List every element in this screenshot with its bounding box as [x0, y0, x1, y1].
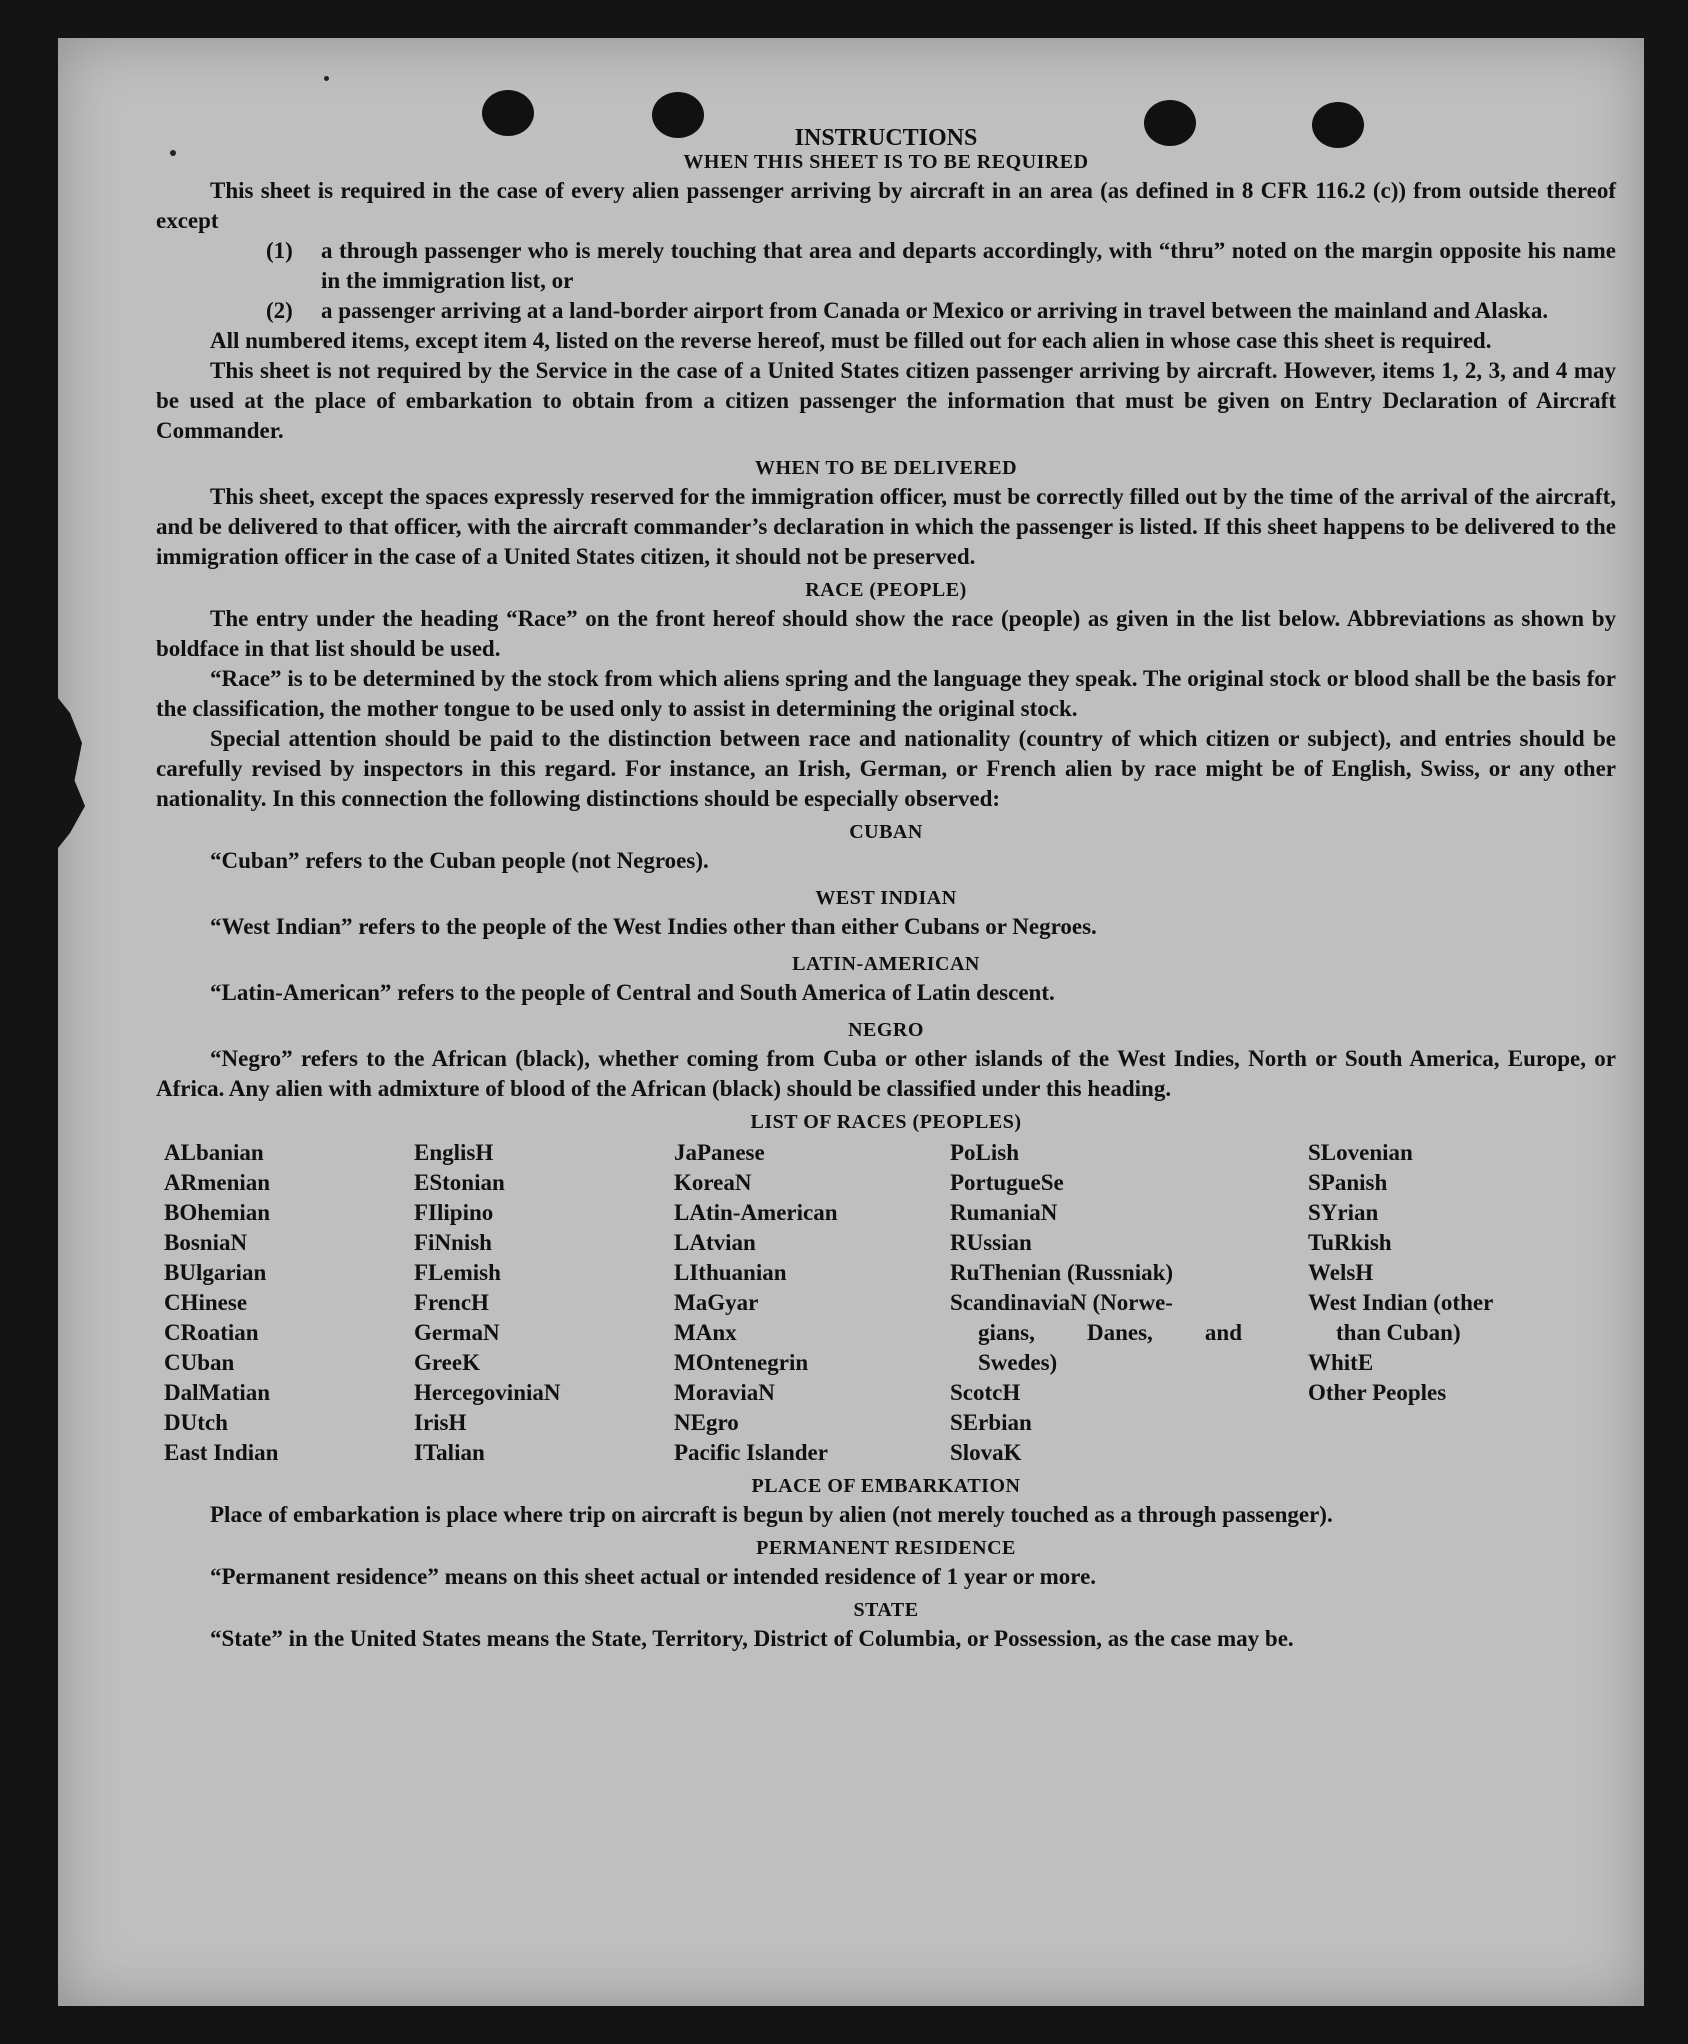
- race-entry: PortugueSe: [950, 1170, 1064, 1195]
- race-entry: West Indian (other: [1308, 1290, 1494, 1315]
- paragraph: This sheet, except the spaces expressly reserved for the immigration officer, must be correctly filled out by the time of the arrival of the aircraft, and be delivered to that officer, with the aircraft commander’s declaration in which the passenger is listed. If this sheet happens to be delivered to the immigration officer in the case of a United States citizen, it should not be preserved.: [156, 484, 1616, 569]
- paragraph: “West Indian” refers to the people of the West Indies other than either Cubans or Negroes.: [210, 914, 1097, 939]
- race-entry: BUlgarian: [164, 1260, 267, 1285]
- race-entry: KoreaN: [674, 1170, 752, 1195]
- race-entry: GermaN: [414, 1320, 500, 1345]
- race-entry: GreeK: [414, 1350, 480, 1375]
- race-entry: SlovaK: [950, 1440, 1022, 1465]
- races-column: [1308, 1138, 1608, 1468]
- race-entry: RumaniaN: [950, 1200, 1058, 1225]
- race-entry: Pacific Islander: [674, 1440, 828, 1465]
- section-heading: LATIN-AMERICAN: [792, 953, 980, 975]
- race-entry: FiNnish: [414, 1230, 492, 1255]
- paragraph: All numbered items, except item 4, listed on the reverse hereof, must be filled out for each alien in whose case this sheet is required.: [210, 328, 1492, 353]
- race-entry: DalMatian: [164, 1380, 271, 1405]
- item-text: a through passenger who is merely touching that area and departs accordingly, with “thru” noted on the margin opposite his name in the immigration list, or: [321, 238, 1616, 293]
- race-entry: ARmenian: [164, 1170, 271, 1195]
- race-entry: MoraviaN: [674, 1380, 775, 1405]
- paragraph: “Negro” refers to the African (black), whether coming from Cuba or other islands of the West Indies, North or South America, Europe, or Africa. Any alien with admixture of blood of the African (black) should be classified under this heading.: [156, 1046, 1616, 1101]
- paragraph: Place of embarkation is place where trip on aircraft is begun by alien (not merely touched as a through passenger).: [210, 1502, 1333, 1527]
- races-list: [156, 1138, 1616, 1468]
- race-entry: ScandinaviaN (Norwe-: [950, 1290, 1173, 1315]
- paragraph: Special attention should be paid to the distinction between race and nationality (country of which citizen or subject), and entries should be carefully revised by inspectors in this regard. For instance, an Irish, German, or French alien by race might be of English, Swiss, or any other nationality. In this connection the following distinctions should be especially observed:: [156, 726, 1616, 811]
- race-entry: CUban: [164, 1350, 235, 1375]
- races-column: [674, 1138, 950, 1468]
- paragraph: This sheet is required in the case of every alien passenger arriving by aircraft in an area (as defined in 8 CFR 116.2 (c)) from outside thereof except: [156, 178, 1616, 233]
- race-entry: East Indian: [164, 1440, 279, 1465]
- section-heading: NEGRO: [848, 1019, 924, 1041]
- races-column: [156, 1138, 414, 1468]
- race-entry: MOntenegrin: [674, 1350, 809, 1375]
- race-entry: FrencH: [414, 1290, 489, 1315]
- paragraph: “Permanent residence” means on this sheet actual or intended residence of 1 year or more.: [210, 1564, 1097, 1589]
- paragraph: “State” in the United States means the State, Territory, District of Columbia, or Possession, as the case may be.: [210, 1626, 1294, 1651]
- race-entry: FLemish: [414, 1260, 501, 1285]
- section-heading: LIST OF RACES (PEOPLES): [750, 1111, 1022, 1133]
- page-title: INSTRUCTIONS: [794, 125, 978, 151]
- races-column: [414, 1138, 674, 1468]
- torn-edge: [58, 698, 88, 848]
- race-entry: SErbian: [950, 1410, 1032, 1435]
- section-heading: WHEN THIS SHEET IS TO BE REQUIRED: [683, 151, 1089, 173]
- race-entry: gians, Danes, and: [978, 1320, 1242, 1345]
- race-entry: LIthuanian: [674, 1260, 787, 1285]
- race-entry: LAtvian: [674, 1230, 756, 1255]
- race-entry: RuThenian (Russniak): [950, 1260, 1174, 1285]
- race-entry: FIlipino: [414, 1200, 494, 1225]
- race-entry: CRoatian: [164, 1320, 259, 1345]
- race-entry: LAtin-American: [674, 1200, 838, 1225]
- section-heading: WEST INDIAN: [815, 887, 957, 909]
- speck: [324, 76, 329, 81]
- section-heading: PLACE OF EMBARKATION: [751, 1475, 1021, 1497]
- race-entry: EStonian: [414, 1170, 505, 1195]
- race-entry: NEgro: [674, 1410, 739, 1435]
- race-entry: SPanish: [1308, 1170, 1388, 1195]
- paragraph: “Race” is to be determined by the stock from which aliens spring and the language they speak. The original stock or blood shall be the basis for the classification, the mother tongue to be used only to assist in determining the original stock.: [156, 666, 1616, 721]
- section-heading: PERMANENT RESIDENCE: [756, 1537, 1016, 1559]
- race-entry: Other Peoples: [1308, 1380, 1447, 1405]
- paragraph: “Cuban” refers to the Cuban people (not Negroes).: [210, 848, 709, 873]
- paragraph: “Latin-American” refers to the people of Central and South America of Latin descent.: [210, 980, 1055, 1005]
- race-entry: BOhemian: [164, 1200, 271, 1225]
- race-entry: HercegoviniaN: [414, 1380, 561, 1405]
- race-entry: MaGyar: [674, 1290, 759, 1315]
- race-entry: than Cuban): [1336, 1320, 1461, 1345]
- numbered-item: [266, 296, 1616, 326]
- race-entry: PoLish: [950, 1140, 1020, 1165]
- races-column: [950, 1138, 1308, 1468]
- numbered-item: [266, 236, 1616, 296]
- item-number: (1): [266, 238, 293, 263]
- instructions-text: [156, 120, 1616, 1654]
- race-entry: JaPanese: [674, 1140, 765, 1165]
- section-heading: STATE: [853, 1599, 919, 1621]
- paragraph: This sheet is not required by the Service in the case of a United States citizen passenger arriving by aircraft. However, items 1, 2, 3, and 4 may be used at the place of embarkation to obtain from a citizen passenger the information that must be given on Entry Declaration of Aircraft Commander.: [156, 358, 1616, 443]
- race-entry: ALbanian: [164, 1140, 264, 1165]
- race-entry: Swedes): [978, 1350, 1058, 1375]
- race-entry: BosniaN: [164, 1230, 248, 1255]
- item-number: (2): [266, 298, 293, 323]
- race-entry: DUtch: [164, 1410, 228, 1435]
- race-entry: SYrian: [1308, 1200, 1379, 1225]
- race-entry: ITalian: [414, 1440, 485, 1465]
- section-heading: RACE (PEOPLE): [805, 579, 967, 601]
- paragraph: The entry under the heading “Race” on the front hereof should show the race (people) as given in the list below. Abbreviations as shown by boldface in that list should be used.: [156, 606, 1616, 661]
- race-entry: MAnx: [674, 1320, 737, 1345]
- section-heading: CUBAN: [849, 821, 923, 843]
- race-entry: CHinese: [164, 1290, 248, 1315]
- race-entry: TuRkish: [1308, 1230, 1392, 1255]
- section-heading: WHEN TO BE DELIVERED: [754, 457, 1018, 479]
- race-entry: WelsH: [1308, 1260, 1374, 1285]
- item-text: a passenger arriving at a land-border airport from Canada or Mexico or arriving in travel between the mainland and Alaska.: [321, 298, 1549, 323]
- race-entry: WhitE: [1308, 1350, 1374, 1375]
- race-entry: EnglisH: [414, 1140, 494, 1165]
- race-entry: SLovenian: [1308, 1140, 1413, 1165]
- race-entry: ScotcH: [950, 1380, 1021, 1405]
- race-entry: IrisH: [414, 1410, 467, 1435]
- race-entry: RUssian: [950, 1230, 1032, 1255]
- document-page: [58, 38, 1644, 2006]
